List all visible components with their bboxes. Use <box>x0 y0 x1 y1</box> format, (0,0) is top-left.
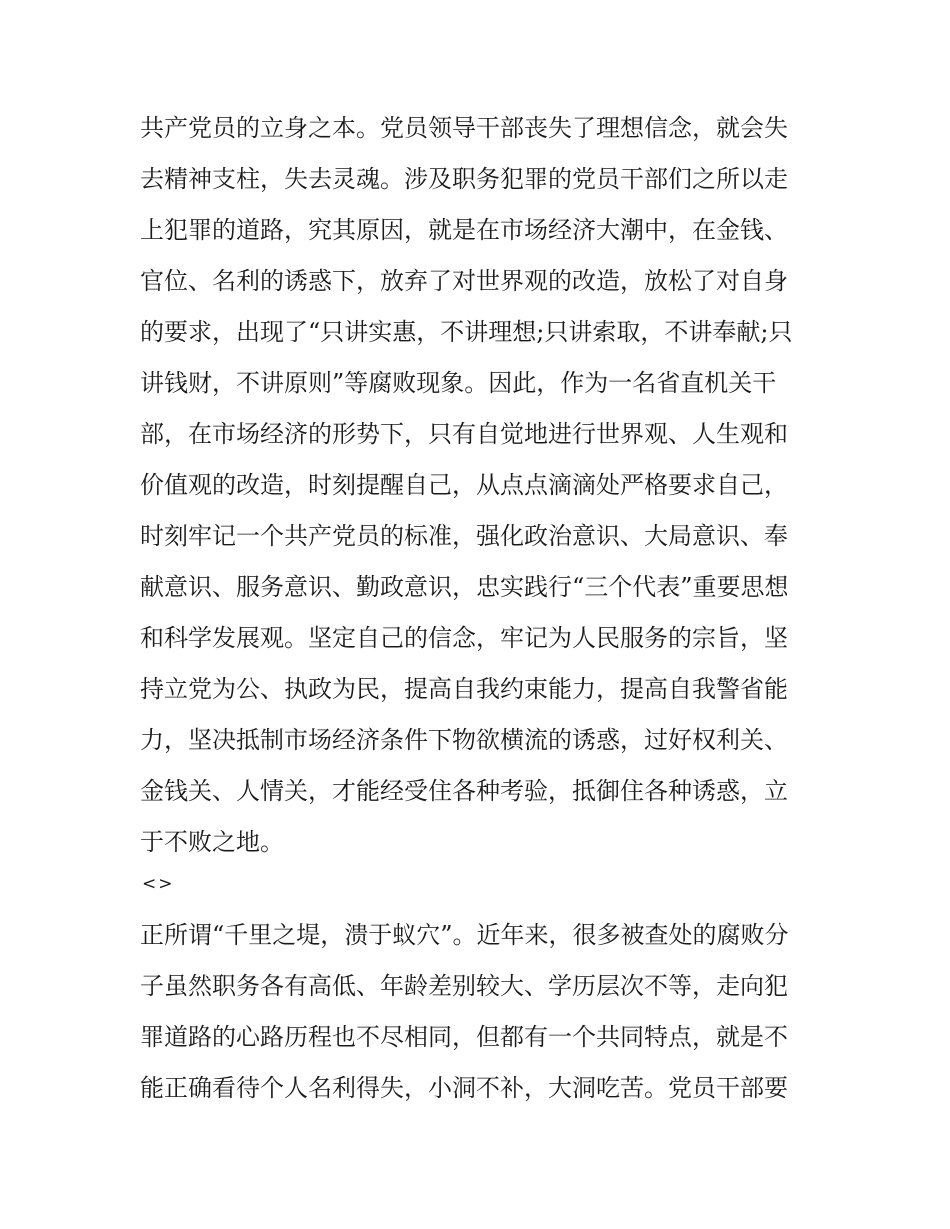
paragraph-line: 罪道路的心路历程也不尽相同，但都有一个共同特点，就是不 <box>140 1023 788 1051</box>
paragraph-line: 正所谓“千里之堤，溃于蚁穴”。近年来，很多被查处的腐败分 <box>140 921 789 949</box>
paragraph-line: 官位、名利的诱惑下，放弃了对世界观的改造，放松了对自身 <box>140 267 788 295</box>
paragraph-line: 部，在市场经济的形势下，只有自觉地进行世界观、人生观和 <box>140 420 788 448</box>
paragraph-2 <box>140 910 820 1114</box>
paragraph-line: 金钱关、人情关，才能经受住各种考验，抵御住各种诱惑，立 <box>140 777 788 805</box>
section-marker: <> <box>142 874 175 894</box>
paragraph-line: 于不败之地。 <box>140 828 284 856</box>
paragraph-line: 讲钱财，不讲原则”等腐败现象。因此，作为一名省直机关干 <box>140 369 777 397</box>
paragraph-line: 价值观的改造，时刻提醒自己，从点点滴滴处严格要求自己， <box>140 471 788 499</box>
paragraph-line: 和科学发展观。坚定自己的信念，牢记为人民服务的宗旨，坚 <box>140 624 788 652</box>
paragraph-line: 持立党为公、执政为民，提高自我约束能力，提高自我警省能 <box>140 675 788 703</box>
paragraph-line: 时刻牢记一个共产党员的标准，强化政治意识、大局意识、奉 <box>140 522 788 550</box>
paragraph-line: 去精神支柱，失去灵魂。涉及职务犯罪的党员干部们之所以走 <box>140 165 788 193</box>
paragraph-line: 能正确看待个人名利得失，小洞不补，大洞吃苦。党员干部要 <box>140 1074 788 1102</box>
paragraph-line: 子虽然职务各有高低、年龄差别较大、学历层次不等，走向犯 <box>140 972 788 1000</box>
paragraph-line: 上犯罪的道路，究其原因，就是在市场经济大潮中，在金钱、 <box>140 216 788 244</box>
paragraph-1 <box>140 103 820 868</box>
paragraph-line: 共产党员的立身之本。党员领导干部丧失了理想信念，就会失 <box>140 114 788 142</box>
paragraph-line: 的要求，出现了“只讲实惠，不讲理想;只讲索取，不讲奉献;只 <box>140 318 793 346</box>
paragraph-line: 力，坚决抵制市场经济条件下物欲横流的诱惑，过好权利关、 <box>140 726 788 754</box>
paragraph-line: 献意识、服务意识、勤政意识，忠实践行“三个代表”重要思想 <box>140 573 789 601</box>
